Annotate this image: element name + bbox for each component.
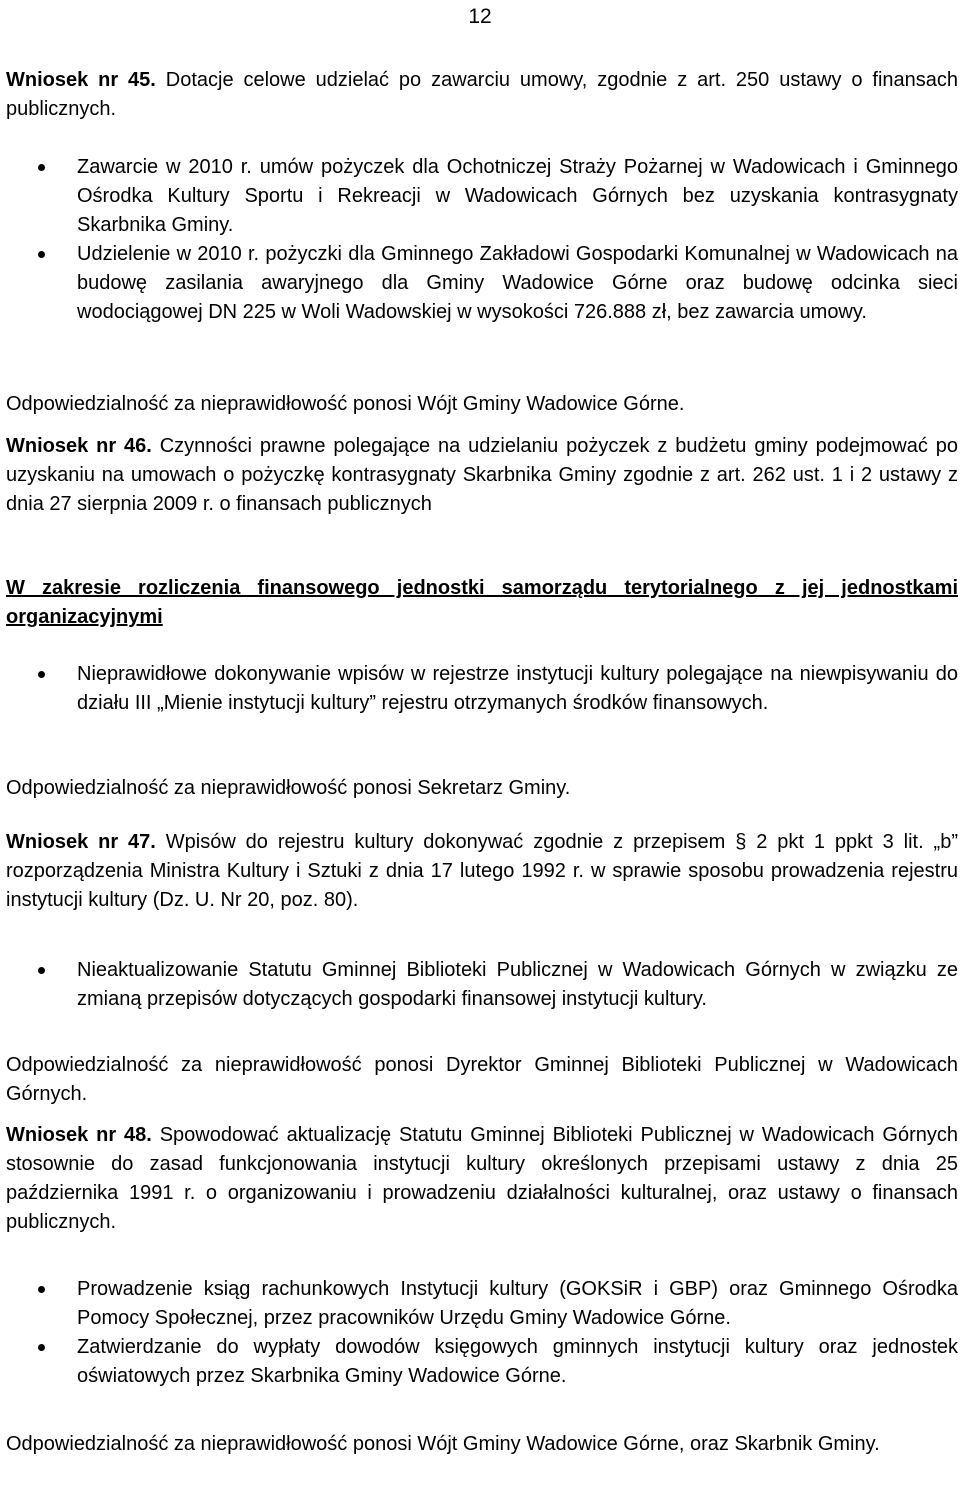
recommendation-label: Wniosek nr 48. — [6, 1124, 152, 1146]
findings-list-1 — [6, 153, 958, 327]
list-item: Udzielenie w 2010 r. pożyczki dla Gminnego Zakładowi Gospodarki Komunalnej w Wadowicach na budowę zasilania awaryjnego dla Gminy Wadowice Górne oraz budowę odcinka sieci wodociągowej DN 225 w Woli Wadowskiej w wysokości 726.888 zł, bez zawarcia umowy. — [6, 240, 958, 327]
responsibility-note-2: Odpowiedzialność za nieprawidłowość ponosi Sekretarz Gminy. — [6, 777, 571, 799]
section-heading: W zakresie rozliczenia finansowego jednostki samorządu terytorialnego z jej jednostkami organizacyjnymi — [6, 577, 958, 628]
recommendation-45 — [6, 66, 958, 124]
list-item: Zatwierdzanie do wypłaty dowodów księgowych gminnych instytucji kultury oraz jednostek oświatowych przez Skarbnika Gminy Wadowice Górne. — [6, 1333, 958, 1391]
recommendation-text: Czynności prawne polegające na udzielaniu pożyczek z budżetu gminy podejmować po uzyskaniu na umowach o pożyczkę kontrasygnaty Skarbnika Gminy zgodnie z art. 262 ust. 1 i 2 ustawy z dnia 27 sierpnia 2009 r. o finansach publicznych — [6, 435, 958, 515]
responsibility-note-3: Odpowiedzialność za nieprawidłowość ponosi Dyrektor Gminnej Biblioteki Publicznej w Wadowicach Górnych. — [6, 1054, 958, 1105]
findings-list-4 — [6, 1275, 958, 1391]
recommendation-label: Wniosek nr 46. — [6, 435, 152, 457]
recommendation-text: Dotacje celowe udzielać po zawarciu umowy, zgodnie z art. 250 ustawy o finansach publicznych. — [6, 69, 958, 120]
findings-list-2 — [6, 660, 958, 718]
page-number: 12 — [468, 5, 492, 28]
list-item: Nieaktualizowanie Statutu Gminnej Biblioteki Publicznej w Wadowicach Górnych w związku ze zmianą przepisów dotyczących gospodarki finansowej instytucji kultury. — [6, 956, 958, 1014]
recommendation-47 — [6, 828, 958, 915]
recommendation-48 — [6, 1121, 958, 1237]
responsibility-note-4: Odpowiedzialność za nieprawidłowość ponosi Wójt Gminy Wadowice Górne, oraz Skarbnik Gminy. — [6, 1433, 880, 1455]
recommendation-46 — [6, 432, 958, 519]
recommendation-text: Wpisów do rejestru kultury dokonywać zgodnie z przepisem § 2 pkt 1 ppkt 3 lit. „b” rozporządzenia Ministra Kultury i Sztuki z dnia 17 lutego 1992 r. w sprawie sposobu prowadzenia rejestru instytucji kultury (Dz. U. Nr 20, poz. 80). — [6, 831, 958, 911]
list-item: Prowadzenie ksiąg rachunkowych Instytucji kultury (GOKSiR i GBP) oraz Gminnego Ośrodka Pomocy Społecznej, przez pracowników Urzędu Gminy Wadowice Górne. — [6, 1275, 958, 1333]
responsibility-note-1: Odpowiedzialność za nieprawidłowość ponosi Wójt Gminy Wadowice Górne. — [6, 393, 685, 415]
findings-list-3 — [6, 956, 958, 1014]
list-item: Nieprawidłowe dokonywanie wpisów w rejestrze instytucji kultury polegające na niewpisywaniu do działu III „Mienie instytucji kultury” rejestru otrzymanych środków finansowych. — [6, 660, 958, 718]
list-item: Zawarcie w 2010 r. umów pożyczek dla Ochotniczej Straży Pożarnej w Wadowicach i Gminnego Ośrodka Kultury Sportu i Rekreacji w Wadowicach Górnych bez uzyskania kontrasygnaty Skarbnika Gminy. — [6, 153, 958, 240]
recommendation-label: Wniosek nr 45. — [6, 69, 156, 91]
recommendation-label: Wniosek nr 47. — [6, 831, 156, 853]
recommendation-text: Spowodować aktualizację Statutu Gminnej Biblioteki Publicznej w Wadowicach Górnych stosownie do zasad funkcjonowania instytucji kultury określonych przepisami ustawy z dnia 25 października 1991 r. o organizowaniu i prowadzeniu działalności kulturalnej, oraz ustawy o finansach publicznych. — [6, 1124, 959, 1233]
